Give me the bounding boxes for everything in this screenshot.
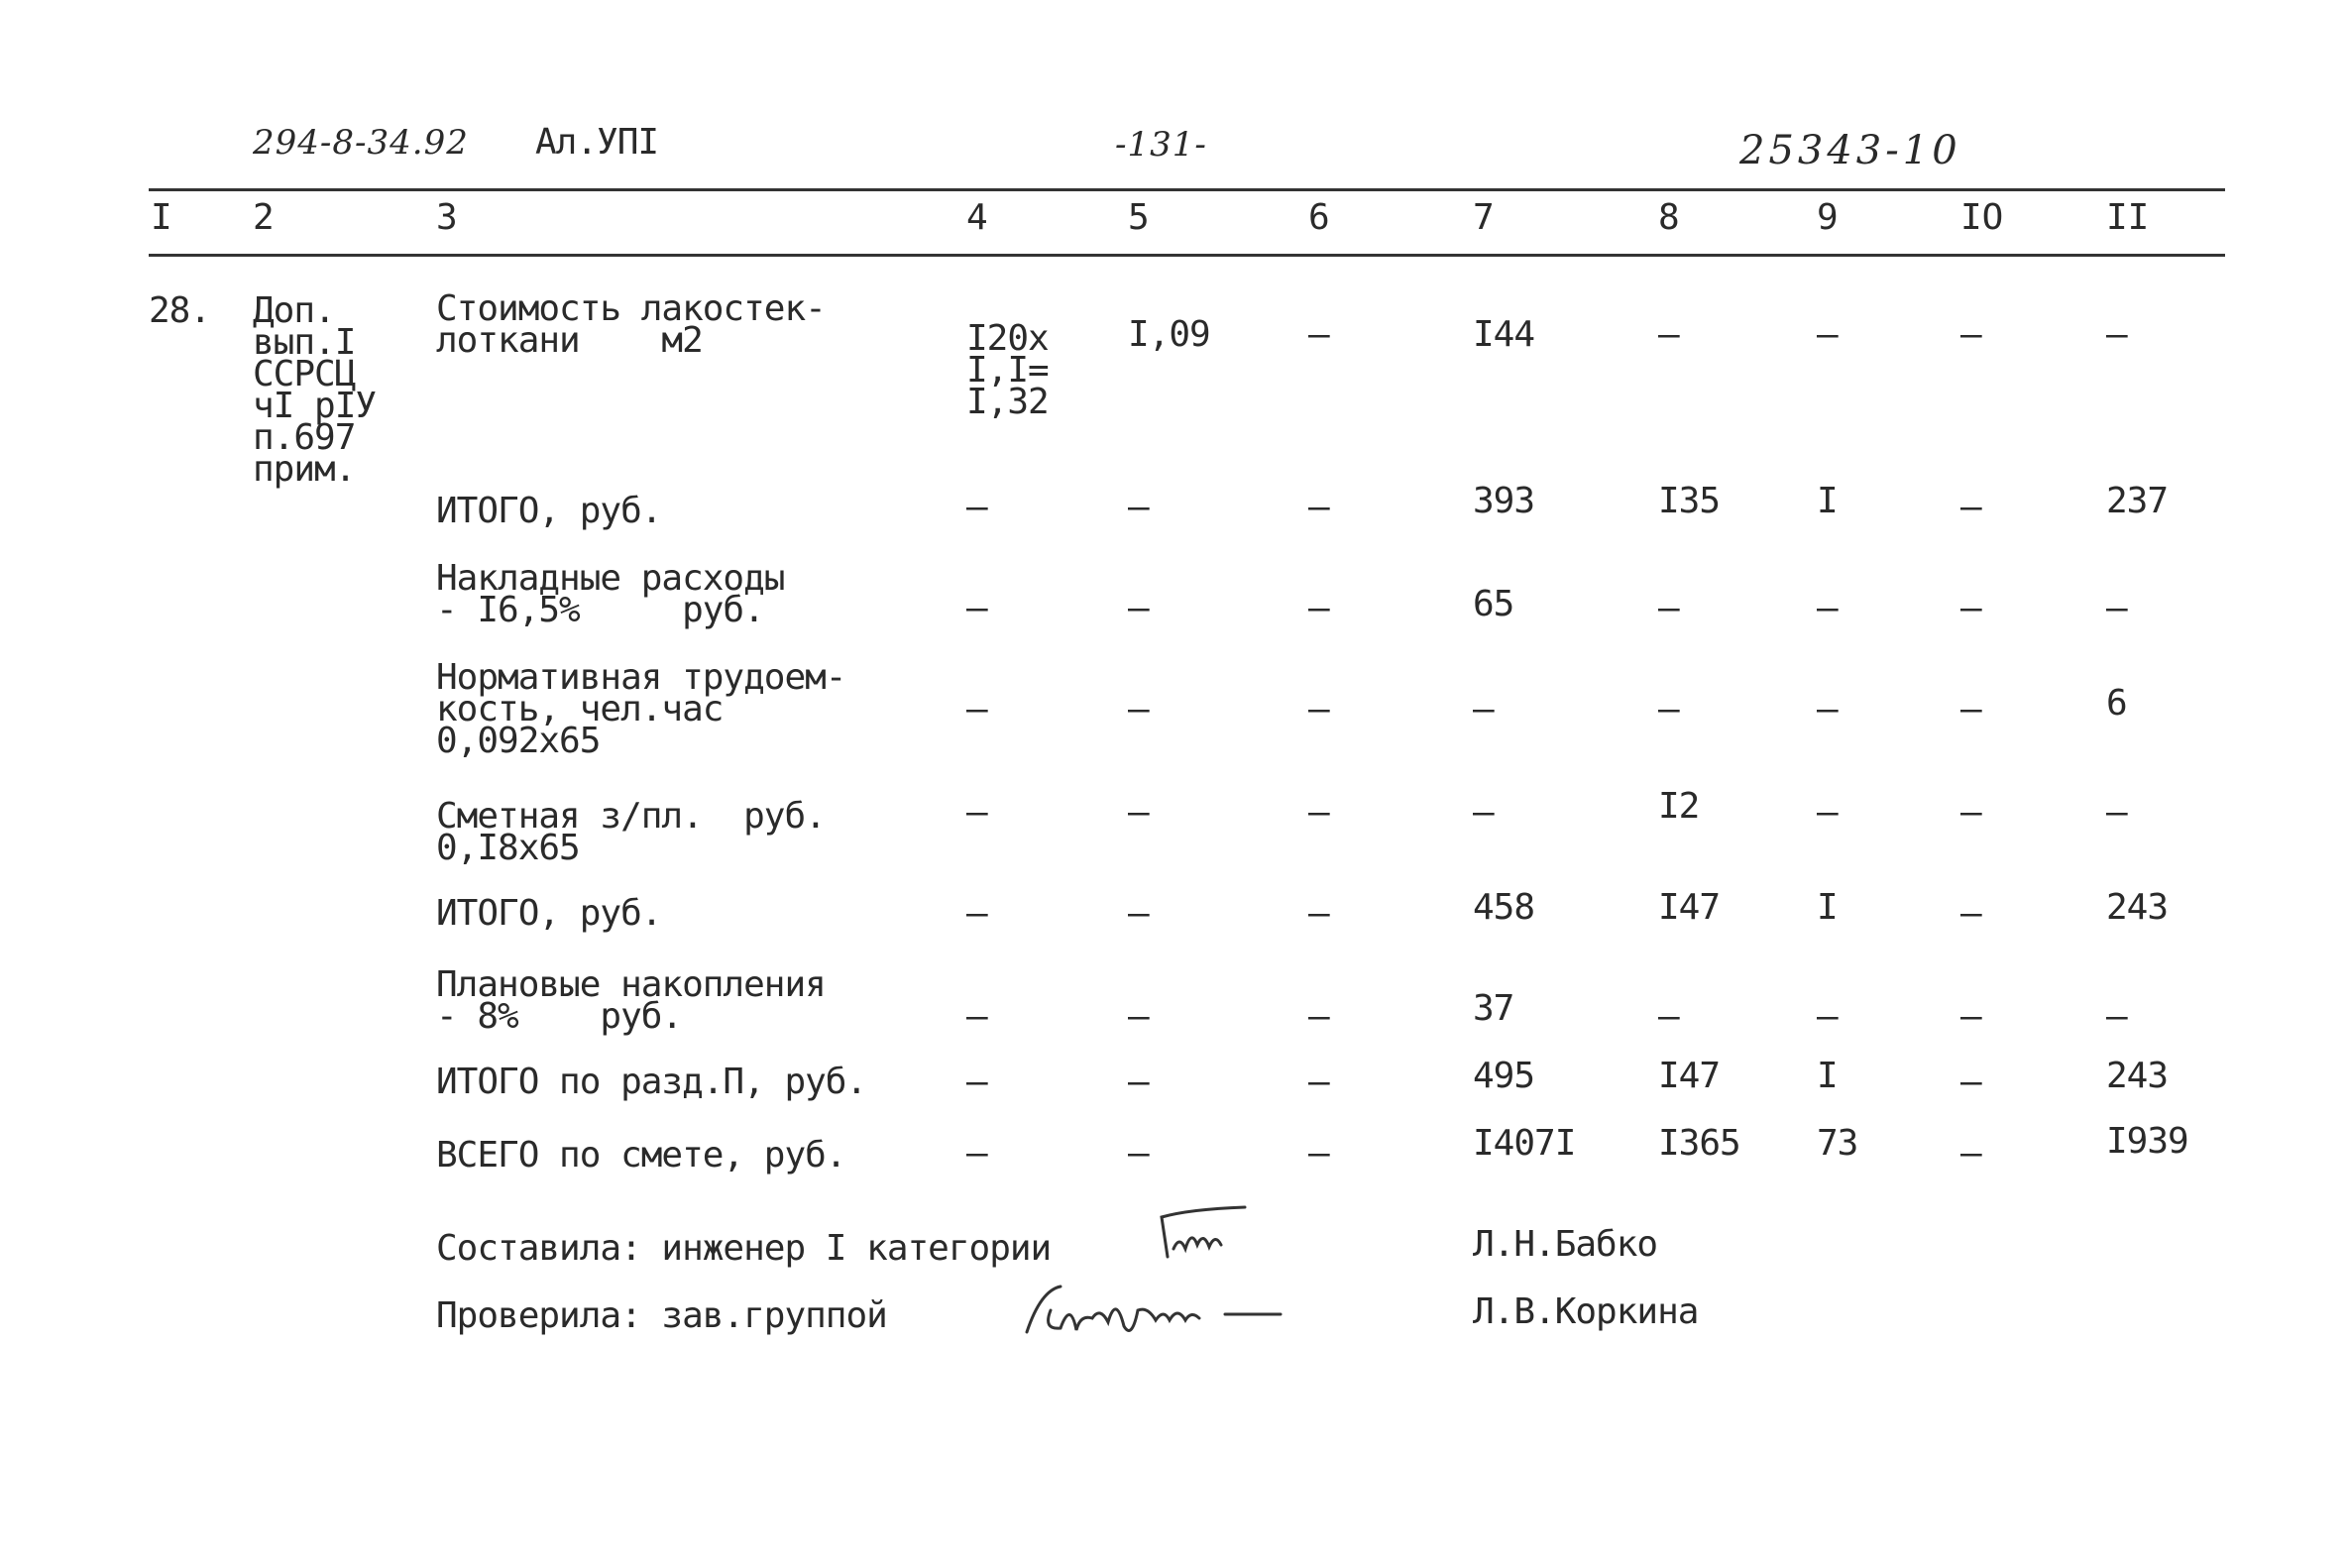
item-number: 28. <box>149 290 211 331</box>
cell-col-9: – <box>1817 792 1838 833</box>
row-description: ИТОГО по разд.П, руб. <box>436 1062 867 1102</box>
cell-col-9: I <box>1817 481 1838 521</box>
cell-col-8: I47 <box>1658 887 1721 928</box>
cell-col-8: – <box>1658 588 1679 628</box>
cell-col-10: – <box>1960 893 1981 934</box>
stamp-number: 25343-10 <box>1739 128 1961 173</box>
item-basis: Доп. вып.I ССРСЦ чI рIУ п.697 прим. <box>253 290 377 490</box>
cell-col-8: I2 <box>1658 786 1700 827</box>
document-number: 294-8-34.92 <box>253 123 469 163</box>
cell-col-9: I <box>1817 887 1838 928</box>
cell-col-5: – <box>1128 487 1149 527</box>
cell-col-5: – <box>1128 1133 1149 1174</box>
col-8-header: 8 <box>1658 197 1680 238</box>
cell-col-10: – <box>1960 1062 1981 1102</box>
col-6-header: 6 <box>1308 197 1330 238</box>
col-4-header: 4 <box>966 197 988 238</box>
row-description: Нормативная трудоем- кость, чел.час 0,092х65 <box>436 657 846 761</box>
col-3-header: 3 <box>436 197 458 238</box>
cell-col-8: I35 <box>1658 481 1721 521</box>
cell-col-5: I,09 <box>1128 314 1210 355</box>
compiled-by-label: Составила: инженер I категории <box>436 1228 1052 1269</box>
cell-col-9: 73 <box>1817 1123 1858 1164</box>
cell-col-8: – <box>1658 996 1679 1037</box>
cell-col-8: I47 <box>1658 1056 1721 1096</box>
cell-col-4: – <box>966 893 987 934</box>
cell-col-11: 6 <box>2106 683 2127 724</box>
signature-checked-image <box>1021 1271 1308 1350</box>
col-5-header: 5 <box>1128 197 1150 238</box>
cell-col-4: – <box>966 487 987 527</box>
cell-col-11: 243 <box>2106 1056 2169 1096</box>
row-description: Накладные расходы - I6,5% руб. <box>436 558 785 630</box>
cell-col-6: – <box>1308 996 1329 1037</box>
checked-by-name: Л.В.Коркина <box>1473 1291 1699 1332</box>
cell-col-6: – <box>1308 487 1329 527</box>
cell-col-7: I44 <box>1473 314 1535 355</box>
col-9-header: 9 <box>1817 197 1839 238</box>
row-description: ИТОГО, руб. <box>436 893 662 934</box>
compiled-by-name: Л.Н.Бабко <box>1473 1224 1658 1265</box>
cell-col-7: 495 <box>1473 1056 1535 1096</box>
cell-col-7: 37 <box>1473 988 1514 1029</box>
cell-col-11: 237 <box>2106 481 2169 521</box>
cell-col-11: 243 <box>2106 887 2169 928</box>
cell-col-10: – <box>1960 487 1981 527</box>
cell-col-5: – <box>1128 1062 1149 1102</box>
cell-col-11: – <box>2106 314 2127 355</box>
cell-col-7: 393 <box>1473 481 1535 521</box>
cell-col-6: – <box>1308 689 1329 729</box>
cell-col-6: – <box>1308 1133 1329 1174</box>
cell-col-4: – <box>966 1062 987 1102</box>
cell-col-6: – <box>1308 588 1329 628</box>
cell-col-7: 65 <box>1473 584 1514 624</box>
cell-col-7: – <box>1473 689 1494 729</box>
cell-col-6: – <box>1308 1062 1329 1102</box>
top-rule <box>149 188 2225 191</box>
cell-col-5: – <box>1128 996 1149 1037</box>
cell-col-10: – <box>1960 588 1981 628</box>
cell-col-8: I365 <box>1658 1123 1740 1164</box>
cell-col-6: – <box>1308 893 1329 934</box>
cell-col-11: – <box>2106 588 2127 628</box>
cell-col-5: – <box>1128 893 1149 934</box>
cell-col-4: – <box>966 588 987 628</box>
cell-col-6: – <box>1308 792 1329 833</box>
col-11-header: II <box>2106 197 2150 238</box>
cell-col-4: – <box>966 1133 987 1174</box>
cell-col-8: – <box>1658 314 1679 355</box>
header-bottom-rule <box>149 254 2225 257</box>
cell-col-10: – <box>1960 792 1981 833</box>
cell-col-9: – <box>1817 689 1838 729</box>
cell-col-5: – <box>1128 588 1149 628</box>
page-number: -131- <box>1115 125 1207 165</box>
cell-col-4: – <box>966 792 987 833</box>
cell-col-7: 458 <box>1473 887 1535 928</box>
checked-by-label: Проверила: зав.группой <box>436 1295 887 1336</box>
cell-col-10: – <box>1960 689 1981 729</box>
cell-col-5: – <box>1128 689 1149 729</box>
cell-col-9: – <box>1817 588 1838 628</box>
row-description: Стоимость лакостек- лоткани м2 <box>436 288 826 361</box>
cell-col-7: I407I <box>1473 1123 1576 1164</box>
col-2-header: 2 <box>253 197 275 238</box>
album-label: Ал.УПI <box>535 122 659 163</box>
cell-col-5: – <box>1128 792 1149 833</box>
cell-col-4: – <box>966 996 987 1037</box>
cell-col-10: – <box>1960 996 1981 1037</box>
signature-compiled-image <box>1150 1199 1259 1269</box>
cell-col-11: – <box>2106 792 2127 833</box>
cell-col-11: I939 <box>2106 1121 2188 1162</box>
cell-col-11: – <box>2106 996 2127 1037</box>
cell-col-4: I20х I,I= I,32 <box>966 318 1049 422</box>
cell-col-10: – <box>1960 314 1981 355</box>
col-1-header: I <box>151 197 172 238</box>
cell-col-9: I <box>1817 1056 1838 1096</box>
cell-col-8: – <box>1658 689 1679 729</box>
col-10-header: IO <box>1960 197 2004 238</box>
cell-col-6: – <box>1308 314 1329 355</box>
row-description: ИТОГО, руб. <box>436 491 662 531</box>
cell-col-9: – <box>1817 996 1838 1037</box>
cell-col-7: – <box>1473 792 1494 833</box>
row-description: Плановые накопления - 8% руб. <box>436 964 826 1037</box>
cell-col-4: – <box>966 689 987 729</box>
col-7-header: 7 <box>1473 197 1495 238</box>
row-description: ВСЕГО по смете, руб. <box>436 1135 846 1176</box>
row-description: Сметная з/пл. руб. 0,I8х65 <box>436 796 826 868</box>
cell-col-9: – <box>1817 314 1838 355</box>
cell-col-10: – <box>1960 1133 1981 1174</box>
